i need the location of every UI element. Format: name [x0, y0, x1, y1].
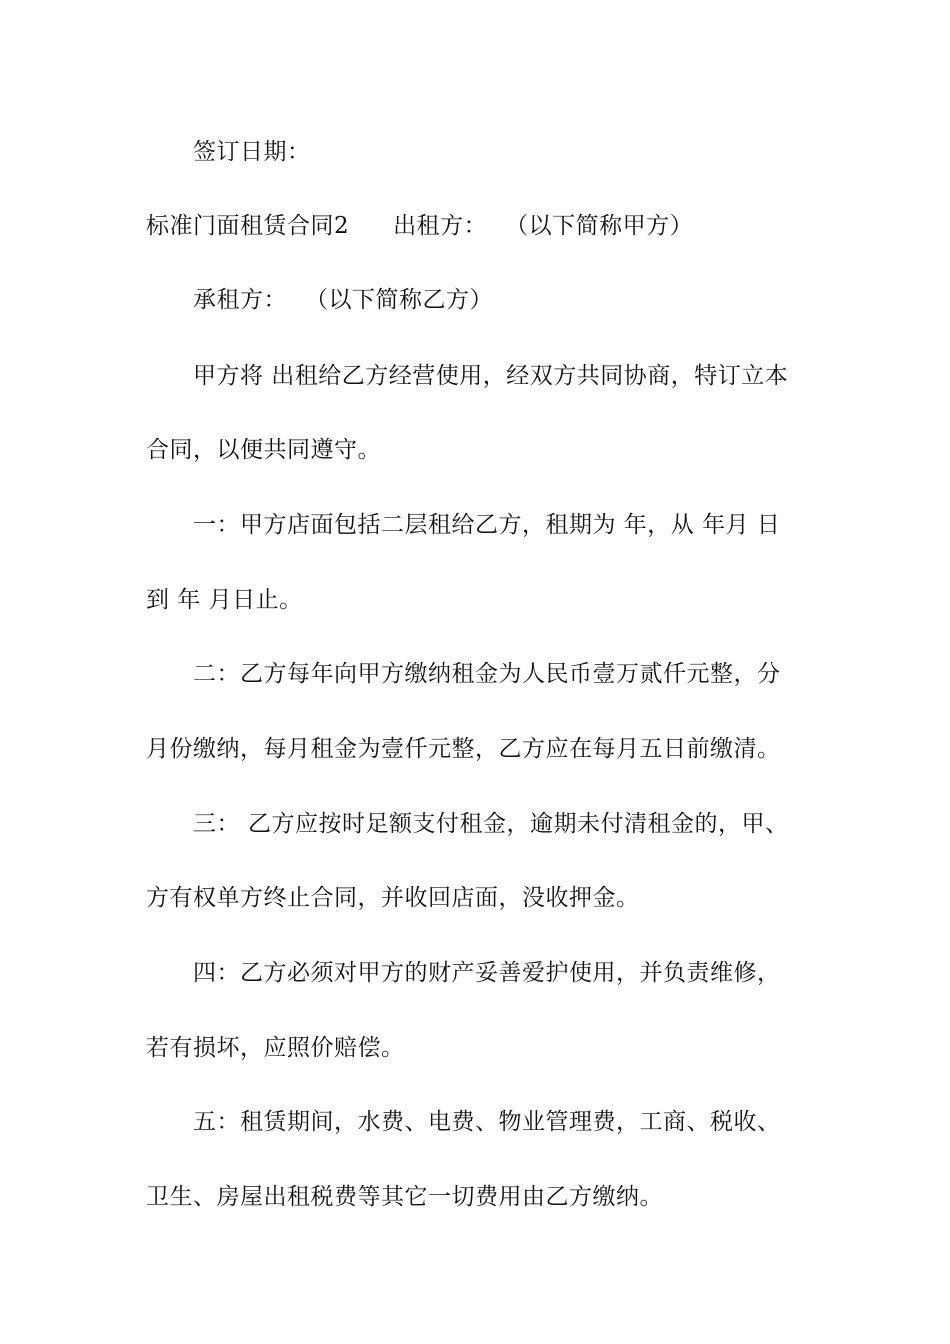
sign-date-line	[193, 137, 873, 167]
lessee-label: 承租方：	[193, 287, 287, 313]
clause-4-line-2: 若有损坏，应照价赔偿。	[146, 1035, 405, 1061]
clause-3-number: 三：	[193, 811, 240, 837]
clause-4-line-1: 四：乙方必须对甲方的财产妥善爱护使用，并负责维修，	[193, 960, 781, 986]
contract-title: 标准门面租赁合同2	[146, 213, 350, 239]
clause-2-line-2: 月份缴纳，每月租金为壹仟元整，乙方应在每月五日前缴清。	[146, 736, 781, 762]
clause-5-line-1: 五：租赁期间，水费、电费、物业管理费，工商、税收、	[193, 1109, 781, 1135]
lessor-label: 出租方：	[393, 213, 488, 239]
clause-3-text: 乙方应按时足额支付租金，逾期未付清租金的，甲、	[248, 811, 789, 837]
sign-date-label: 签订日期：	[193, 139, 311, 165]
clause-1-line-1: 一：甲方店面包括二层租给乙方，租期为 年，从 年月 日	[193, 512, 781, 538]
clause-3-line-1	[193, 809, 873, 839]
lessee-note: （以下简称乙方）	[305, 287, 493, 313]
lessee-line	[193, 285, 873, 315]
clause-3-line-2: 方有权单方终止合同，并收回店面，没收押金。	[146, 885, 640, 911]
clause-2-line-1: 二：乙方每年向甲方缴纳租金为人民币壹万贰仟元整，分	[193, 661, 781, 687]
lessor-note: （以下简称甲方）	[505, 213, 694, 239]
intro-line-1: 甲方将 出租给乙方经营使用，经双方共同协商，特订立本	[193, 363, 789, 389]
title-lessor-line	[146, 211, 826, 241]
clause-5-line-2: 卫生、房屋出租税费等其它一切费用由乙方缴纳。	[146, 1184, 663, 1210]
intro-line-2: 合同，以便共同遵守。	[146, 437, 381, 463]
clause-1-line-2: 到 年 月日止。	[146, 587, 303, 613]
